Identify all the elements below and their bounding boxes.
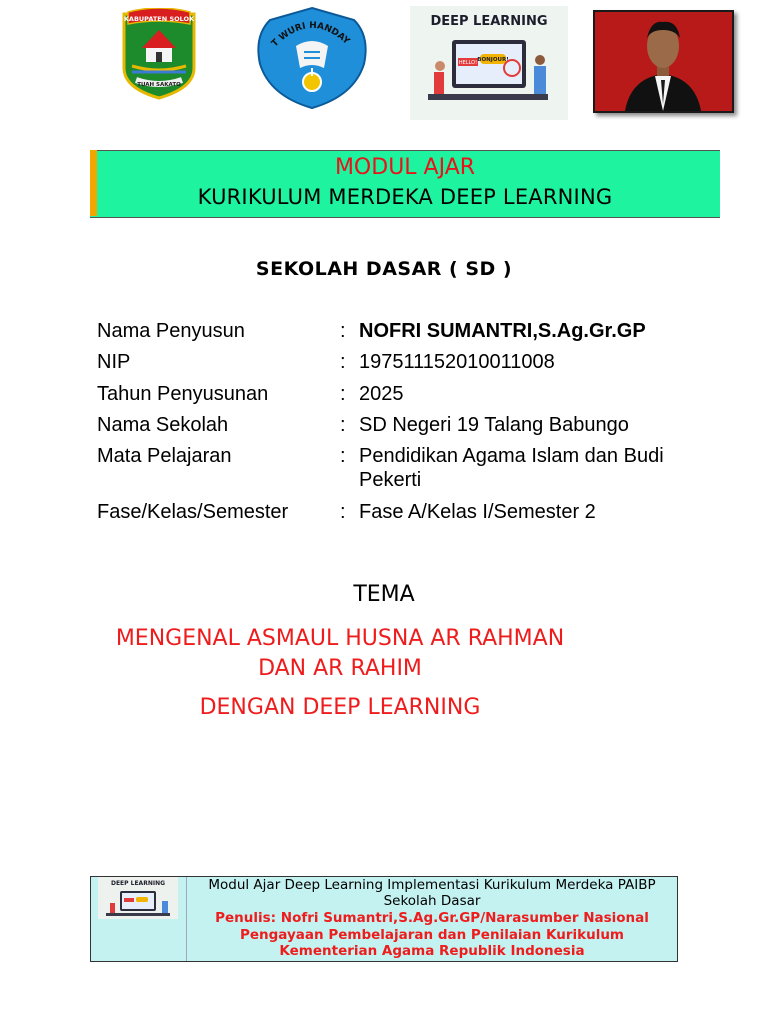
info-label: Fase/Kelas/Semester: [97, 501, 289, 523]
info-colon: :: [340, 414, 346, 436]
info-colon: :: [340, 445, 346, 467]
footer-divider: [186, 877, 187, 961]
solok-motto-label: TUAH SAKATO: [137, 82, 181, 88]
nip-value: 197511152010011008: [359, 351, 555, 373]
theme-line-3: DENGAN DEEP LEARNING: [199, 695, 481, 720]
info-label: Mata Pelajaran: [97, 445, 232, 467]
info-label: Tahun Penyusunan: [97, 383, 269, 405]
bonjour-tag: BONJOUR!: [477, 57, 509, 63]
author-name: NOFRI SUMANTRI,S.Ag.Gr.GP: [359, 320, 646, 342]
deep-learning-logo-title: DEEP LEARNING: [430, 14, 548, 29]
curriculum-title: KURIKULUM MERDEKA DEEP LEARNING: [197, 185, 613, 209]
school-level: SEKOLAH DASAR ( SD ): [255, 258, 513, 280]
footer-author: Penulis: Nofri Sumantri,S.Ag.Gr.GP/Narasumber Nasional: [215, 910, 649, 926]
footer-line-5: Kementerian Agama Republik Indonesia: [279, 943, 585, 959]
deep-learning-logo: [410, 6, 568, 120]
school-name-value: SD Negeri 19 Talang Babungo: [359, 414, 629, 436]
year-value: 2025: [359, 383, 404, 405]
tut-wuri-label: T WURI HANDAY: [270, 20, 351, 50]
footer-line-4: Pengayaan Pembelajaran dan Penilaian Kurikulum: [239, 927, 624, 943]
subject-value: Pendidikan Agama Islam dan Budi Pekerti: [359, 445, 664, 491]
hello-tag: HELLO!: [458, 60, 478, 66]
info-label: Nama Penyusun: [97, 320, 245, 342]
info-label: NIP: [97, 351, 131, 373]
author-photo: [593, 10, 734, 113]
info-colon: :: [340, 383, 346, 405]
footer-logo-title: DEEP LEARNING: [110, 880, 166, 887]
theme-line-2: DAN AR RAHIM: [258, 656, 422, 681]
kabupaten-solok-logo: [118, 8, 200, 100]
footer-line-1: Modul Ajar Deep Learning Implementasi Kurikulum Merdeka PAIBP: [208, 877, 656, 893]
kabupaten-label: KABUPATEN SOLOK: [123, 15, 195, 23]
info-colon: :: [340, 320, 346, 342]
theme-heading: TEMA: [353, 582, 415, 607]
info-label: Nama Sekolah: [97, 414, 229, 436]
info-colon: :: [340, 351, 346, 373]
footer-deep-learning-logo: [98, 877, 178, 919]
tut-wuri-handayani-logo: [254, 6, 370, 110]
footer-line-2: Sekolah Dasar: [383, 893, 481, 909]
phase-value: Fase A/Kelas I/Semester 2: [359, 501, 596, 523]
info-colon: :: [340, 501, 346, 523]
theme-line-1: MENGENAL ASMAUL HUSNA AR RAHMAN: [115, 626, 565, 651]
module-title: MODUL AJAR: [334, 155, 476, 180]
